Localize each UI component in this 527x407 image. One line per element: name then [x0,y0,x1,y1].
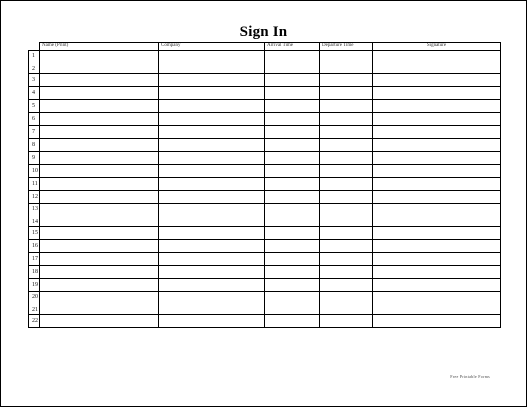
row-number-label: 1 [32,53,35,59]
departure-time-cell[interactable] [320,113,373,126]
arrival-time-cell[interactable] [265,266,320,279]
table-row [29,51,501,74]
departure-time-cell[interactable] [320,204,373,227]
row-number: 10 [29,165,40,178]
company-cell[interactable] [159,191,265,204]
arrival-time-cell[interactable] [265,178,320,191]
column-header-departure-time: Departure Time [320,43,373,51]
arrival-time-cell[interactable] [265,227,320,240]
company-cell[interactable] [159,152,265,165]
column-header-arrival-time: Arrival Time [265,43,320,51]
table-row [29,74,501,87]
signature-cell[interactable] [373,227,501,240]
table-row [29,113,501,126]
signature-cell[interactable] [373,292,501,315]
name-cell[interactable] [40,266,159,279]
name-cell[interactable] [40,74,159,87]
row-number: 6 [29,113,40,126]
company-cell[interactable] [159,266,265,279]
departure-time-cell[interactable] [320,315,373,328]
name-cell[interactable] [40,165,159,178]
row-number-label: 2 [32,66,35,72]
name-cell[interactable] [40,126,159,139]
departure-time-cell[interactable] [320,126,373,139]
company-cell[interactable] [159,253,265,266]
name-cell[interactable] [40,191,159,204]
row-number: 4 [29,87,40,100]
row-number: 17 [29,253,40,266]
name-cell[interactable] [40,240,159,253]
row-number: 11 [29,178,40,191]
signature-cell[interactable] [373,139,501,152]
departure-time-cell[interactable] [320,292,373,315]
row-number: 22 [29,315,40,328]
form-title: Sign In [239,24,288,40]
departure-time-cell[interactable] [320,191,373,204]
name-cell[interactable] [40,279,159,292]
name-cell[interactable] [40,253,159,266]
arrival-time-cell[interactable] [265,253,320,266]
company-cell[interactable] [159,204,265,227]
name-cell[interactable] [40,178,159,191]
table-row [29,292,501,315]
company-cell[interactable] [159,178,265,191]
company-cell[interactable] [159,292,265,315]
signature-cell[interactable] [373,191,501,204]
signature-cell[interactable] [373,165,501,178]
arrival-time-cell[interactable] [265,165,320,178]
company-cell[interactable] [159,227,265,240]
company-cell[interactable] [159,126,265,139]
name-cell[interactable] [40,100,159,113]
header-row [29,43,501,51]
column-header-signature: Signature [373,43,501,51]
name-cell[interactable] [40,315,159,328]
row-number: 9 [29,152,40,165]
table-row [29,152,501,165]
name-cell[interactable] [40,139,159,152]
departure-time-cell[interactable] [320,139,373,152]
company-cell[interactable] [159,165,265,178]
arrival-time-cell[interactable] [265,240,320,253]
signature-cell[interactable] [373,266,501,279]
row-number: 16 [29,240,40,253]
company-cell[interactable] [159,113,265,126]
row-number: 3 [29,74,40,87]
departure-time-cell[interactable] [320,227,373,240]
arrival-time-cell[interactable] [265,74,320,87]
row-number: 7 [29,126,40,139]
signature-cell[interactable] [373,51,501,74]
signature-cell[interactable] [373,240,501,253]
table-row [29,279,501,292]
row-number [29,292,40,315]
footer-credit: Free Printable Forms [450,374,490,379]
table-row [29,139,501,152]
table-row [29,87,501,100]
row-number [29,51,40,74]
signature-cell[interactable] [373,126,501,139]
table-row [29,178,501,191]
arrival-time-cell[interactable] [265,191,320,204]
row-number-label: 14 [32,219,38,225]
row-number: 8 [29,139,40,152]
arrival-time-cell[interactable] [265,279,320,292]
signature-cell[interactable] [373,152,501,165]
row-number: 12 [29,191,40,204]
company-cell[interactable] [159,315,265,328]
departure-time-cell[interactable] [320,240,373,253]
signature-cell[interactable] [373,87,501,100]
row-number-label: 21 [32,307,38,313]
table-row [29,100,501,113]
company-cell[interactable] [159,74,265,87]
arrival-time-cell[interactable] [265,51,320,74]
departure-time-cell[interactable] [320,51,373,74]
departure-time-cell[interactable] [320,100,373,113]
arrival-time-cell[interactable] [265,139,320,152]
signature-cell[interactable] [373,178,501,191]
table-row [29,165,501,178]
departure-time-cell[interactable] [320,152,373,165]
name-cell[interactable] [40,51,159,74]
name-cell[interactable] [40,87,159,100]
departure-time-cell[interactable] [320,253,373,266]
company-cell[interactable] [159,51,265,74]
table-row [29,266,501,279]
column-header-name: Name (Print) [40,43,159,51]
signature-cell[interactable] [373,113,501,126]
row-number [29,204,40,227]
signature-cell[interactable] [373,279,501,292]
company-cell[interactable] [159,139,265,152]
company-cell[interactable] [159,100,265,113]
arrival-time-cell[interactable] [265,152,320,165]
signature-cell[interactable] [373,100,501,113]
arrival-time-cell[interactable] [265,100,320,113]
departure-time-cell[interactable] [320,178,373,191]
signature-cell[interactable] [373,204,501,227]
table-row [29,253,501,266]
table-row [29,204,501,227]
signature-cell[interactable] [373,253,501,266]
name-cell[interactable] [40,292,159,315]
table-row [29,227,501,240]
row-number-label: 20 [32,294,38,300]
arrival-time-cell[interactable] [265,204,320,227]
table-row [29,126,501,139]
row-number-label: 13 [32,206,38,212]
table-row [29,240,501,253]
arrival-time-cell[interactable] [265,113,320,126]
departure-time-cell[interactable] [320,266,373,279]
arrival-time-cell[interactable] [265,126,320,139]
company-cell[interactable] [159,279,265,292]
arrival-time-cell[interactable] [265,292,320,315]
arrival-time-cell[interactable] [265,315,320,328]
name-cell[interactable] [40,113,159,126]
row-number-header [29,43,40,51]
departure-time-cell[interactable] [320,165,373,178]
departure-time-cell[interactable] [320,279,373,292]
row-number: 18 [29,266,40,279]
company-cell[interactable] [159,240,265,253]
signature-cell[interactable] [373,315,501,328]
name-cell[interactable] [40,152,159,165]
name-cell[interactable] [40,204,159,227]
row-number: 15 [29,227,40,240]
row-number: 5 [29,100,40,113]
row-number: 19 [29,279,40,292]
signature-cell[interactable] [373,74,501,87]
table-row [29,191,501,204]
departure-time-cell[interactable] [320,74,373,87]
arrival-time-cell[interactable] [265,87,320,100]
table-row [29,315,501,328]
name-cell[interactable] [40,227,159,240]
departure-time-cell[interactable] [320,87,373,100]
sign-in-table [28,42,501,328]
company-cell[interactable] [159,87,265,100]
column-header-company: Company [159,43,265,51]
